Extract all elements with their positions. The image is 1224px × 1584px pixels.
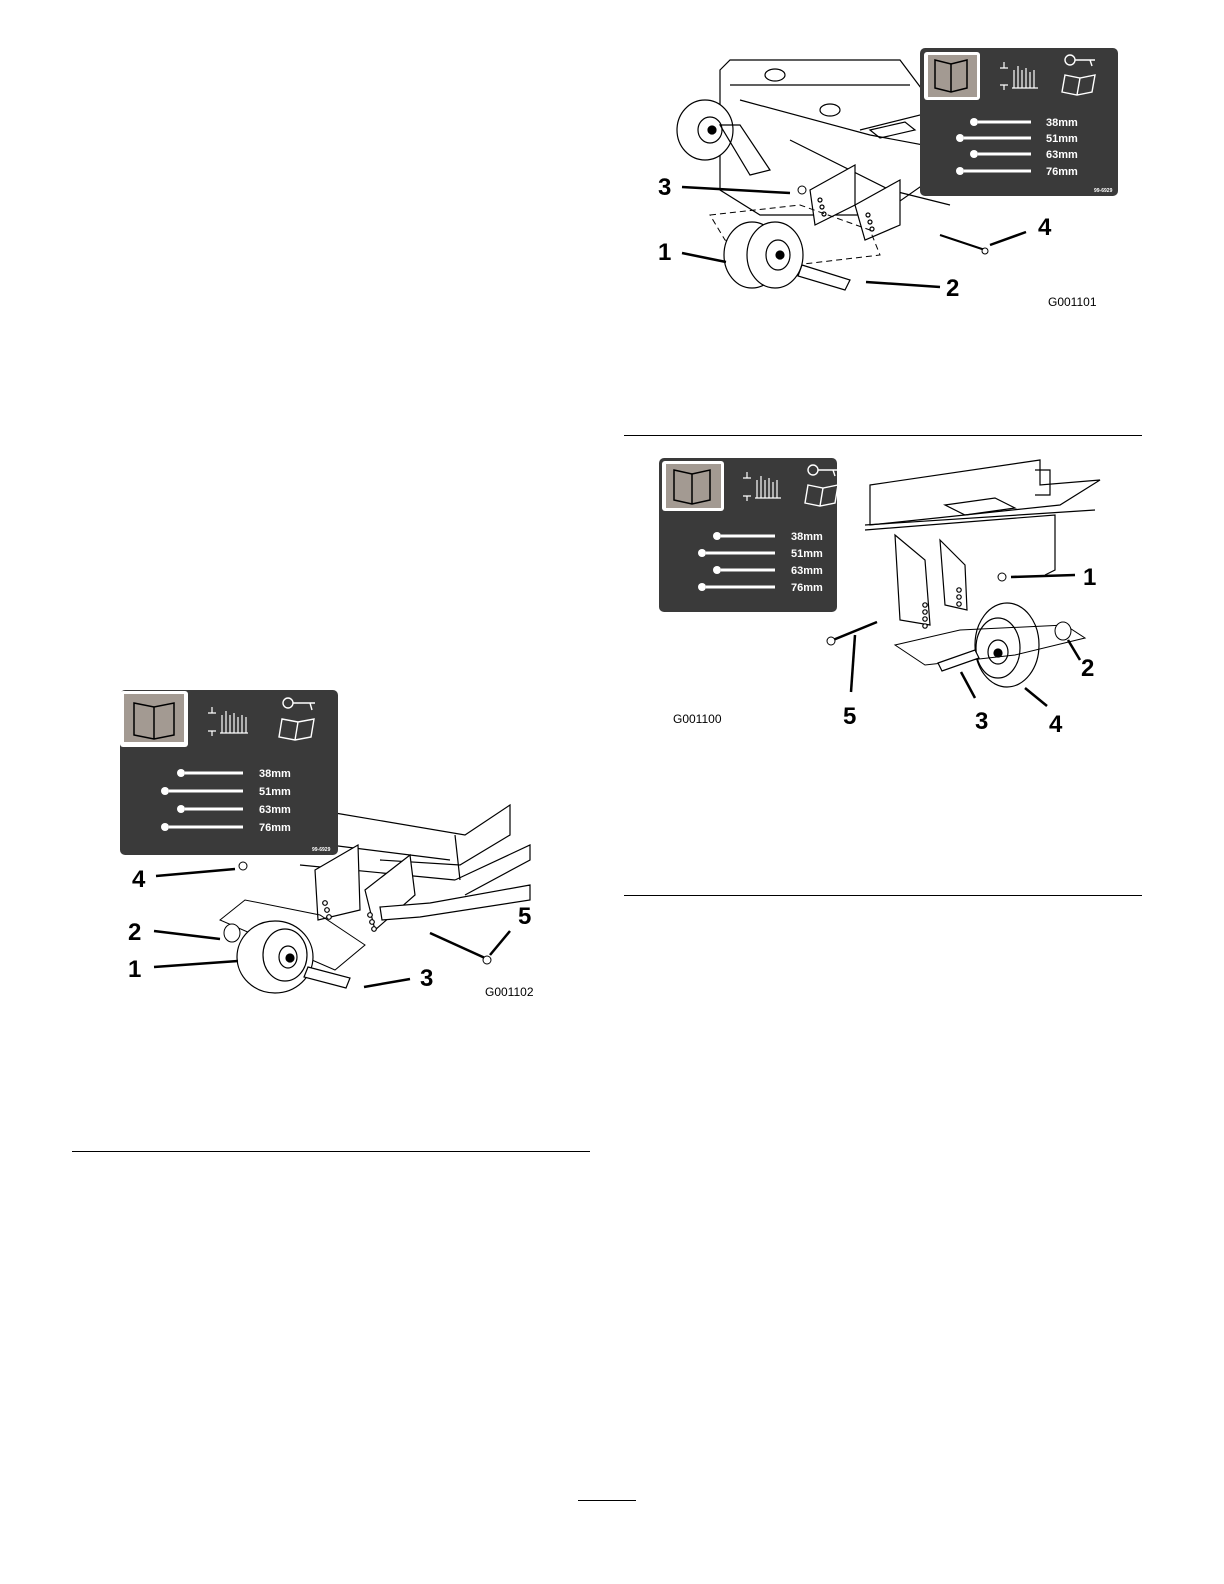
- figure-id: G001101: [1048, 295, 1097, 309]
- bushing: [1055, 622, 1071, 640]
- bolt-head: [982, 248, 988, 254]
- nut: [239, 862, 247, 870]
- figure-caster-wheel-middle: [655, 450, 1115, 745]
- mounting-brackets: [895, 535, 967, 628]
- figure-id: G001102: [485, 985, 534, 999]
- spacer-tube: [938, 650, 979, 671]
- callout-3: 3: [658, 174, 672, 201]
- spacer-tube: [304, 967, 350, 988]
- mounting-brackets: [315, 845, 530, 931]
- figure-id: G001100: [673, 712, 722, 726]
- callout-4: 4: [132, 866, 146, 893]
- setting-63mm: 63mm: [791, 565, 823, 577]
- setting-63mm: 63mm: [259, 804, 291, 816]
- decal-part-number: 99-6929: [1094, 188, 1113, 194]
- caster-wheel: [237, 921, 313, 993]
- spacer-tube: [798, 265, 850, 290]
- callout-5: 5: [843, 703, 857, 730]
- height-of-cut-decal: [920, 48, 1118, 196]
- callout-2: 2: [128, 919, 142, 946]
- setting-63mm: 63mm: [1046, 149, 1078, 161]
- callout-5: 5: [518, 903, 532, 930]
- bushing: [224, 924, 240, 942]
- callout-1: 1: [1083, 564, 1097, 591]
- callout-4: 4: [1038, 214, 1052, 241]
- callout-2: 2: [1081, 655, 1095, 682]
- bolt-head: [827, 637, 835, 645]
- callout-1: 1: [128, 956, 142, 983]
- section-divider: [72, 1151, 590, 1152]
- setting-51mm: 51mm: [1046, 133, 1078, 145]
- nut: [798, 186, 806, 194]
- figure-caster-wheel-top: [640, 40, 1130, 320]
- illustration-caster-assembly-3: [120, 685, 540, 1000]
- section-divider: [624, 895, 1142, 896]
- figure-caster-wheel-left: [120, 685, 540, 1000]
- mounting-brackets: [810, 165, 900, 240]
- height-of-cut-decal: [659, 458, 857, 612]
- callout-1: 1: [658, 239, 672, 266]
- setting-38mm: 38mm: [791, 531, 823, 543]
- callout-3: 3: [420, 965, 434, 992]
- setting-76mm: 76mm: [791, 582, 823, 594]
- setting-51mm: 51mm: [259, 786, 291, 798]
- nut: [998, 573, 1006, 581]
- caster-wheel-front: [724, 222, 803, 288]
- setting-38mm: 38mm: [1046, 117, 1078, 129]
- bolt-head: [483, 956, 491, 964]
- callout-3: 3: [975, 708, 989, 735]
- setting-76mm: 76mm: [259, 822, 291, 834]
- callout-4: 4: [1049, 711, 1063, 738]
- decal-part-number: 99-6929: [312, 847, 331, 853]
- setting-76mm: 76mm: [1046, 166, 1078, 178]
- illustration-caster-assembly-2: [655, 450, 1115, 745]
- setting-38mm: 38mm: [259, 768, 291, 780]
- decal-part-number: 99-6929: [838, 604, 857, 610]
- caster-wheel: [975, 603, 1039, 687]
- section-divider: [624, 435, 1142, 436]
- bolt: [430, 933, 485, 958]
- bolt: [940, 235, 985, 250]
- illustration-caster-assembly-1: [640, 40, 1130, 320]
- page-footer-rule: [578, 1500, 636, 1501]
- height-of-cut-decal: [120, 690, 338, 855]
- caster-wheel-rear: [677, 100, 733, 160]
- callout-2: 2: [946, 275, 960, 302]
- setting-51mm: 51mm: [791, 548, 823, 560]
